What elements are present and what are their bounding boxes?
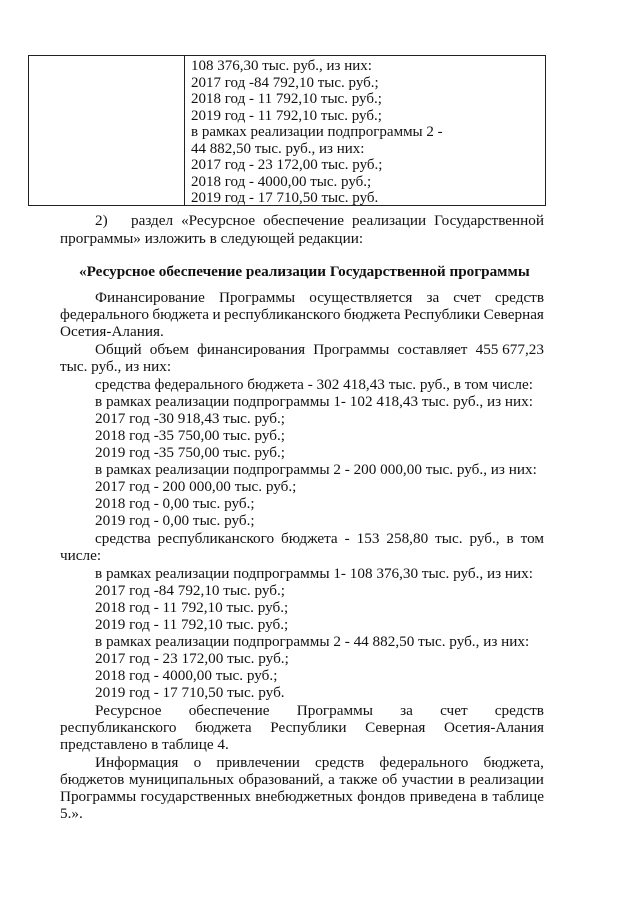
word: обеспечение [188, 702, 270, 719]
table-line: 2017 год - 23 172,00 тыс. руб.; [191, 157, 383, 173]
word: Северная [365, 719, 426, 736]
para4-line-4: 5.». [60, 805, 83, 822]
table-line: 44 882,50 тыс. руб., из них: [191, 140, 365, 157]
word: составляет [397, 341, 468, 358]
republic-line: в рамках реализации подпрограммы 2 - 44 882,50 тыс. руб., из них: [95, 633, 530, 650]
word: и [212, 306, 221, 323]
para3-line-1 [95, 702, 544, 719]
word: - [344, 530, 350, 547]
federal-line: 2019 год -35 750,00 тыс. руб.; [95, 444, 286, 461]
word: реализации [351, 212, 427, 229]
para4-line-3 [60, 788, 544, 805]
word: о [193, 754, 202, 771]
table-column-divider [184, 56, 185, 205]
table-line: 108 376,30 тыс. руб., из них: [191, 58, 372, 74]
word: бюджета [343, 306, 401, 323]
federal-line: 2017 год - 200 000,00 тыс. руб.; [95, 478, 297, 495]
word: Программы [60, 788, 137, 805]
word: в [457, 771, 466, 788]
republic-line: 2017 год -84 792,10 тыс. руб.; [95, 582, 286, 599]
word: раздел [131, 212, 174, 229]
federal-line: 2018 год - 0,00 тыс. руб.; [95, 495, 255, 512]
word: Республики [403, 306, 481, 323]
table-line: 2018 год - 4000,00 тыс. руб.; [191, 173, 372, 190]
word: об [381, 771, 398, 788]
federal-line: в рамках реализации подпрограммы 1- 102 418,43 тыс. руб., из них: [95, 393, 533, 410]
word: привлечении [216, 754, 300, 771]
federal-line: 2017 год -30 918,43 тыс. руб.; [95, 410, 286, 427]
word: Программы [296, 702, 373, 719]
word: а [328, 771, 335, 788]
word: таблице [492, 788, 544, 805]
word: Государственной [434, 212, 544, 229]
word: Финансирование [95, 289, 205, 306]
para1-line-1 [95, 289, 544, 306]
para2-line-1 [95, 341, 544, 358]
item2-line-2: программы» изложить в следующей редакции: [60, 230, 364, 247]
section-title: «Ресурсное обеспечение реализации Государственной программы [79, 263, 530, 280]
word: Информация [95, 754, 179, 771]
word: участии [401, 771, 454, 788]
republic-line: 2019 год - 11 792,10 тыс. руб.; [95, 616, 289, 633]
word: федерального [379, 754, 469, 771]
word: счет [453, 289, 481, 306]
word: Осетия-Алания [443, 719, 544, 736]
word: республиканского [157, 530, 275, 547]
word: обеспечение [263, 212, 344, 229]
republic-line: в рамках реализации подпрограммы 1- 108 376,30 тыс. руб., из них: [95, 565, 533, 582]
para1-line-3: Осетия-Алания. [60, 323, 164, 340]
word: в [506, 530, 514, 547]
table-line: 2018 год - 11 792,10 тыс. руб.; [191, 91, 382, 107]
republic-line-2: числе: [60, 547, 102, 564]
word: объем [149, 341, 189, 358]
word: 153 [356, 530, 380, 547]
word: приведена [409, 788, 477, 805]
word: государственных [140, 788, 251, 805]
word: том [520, 530, 544, 547]
word: муниципальных [128, 771, 234, 788]
republic-line: 2019 год - 17 710,50 тыс. руб. [95, 684, 285, 701]
word: за [426, 289, 440, 306]
word: республиканского [60, 719, 177, 736]
word: Программы [218, 289, 296, 306]
word: средства [95, 530, 151, 547]
word: образований, [238, 771, 324, 788]
word: Программы [313, 341, 390, 358]
word: федерального [60, 306, 149, 323]
para3-line-2 [60, 719, 544, 736]
word: Ресурсное [95, 702, 162, 719]
word: счет [440, 702, 468, 719]
word: 258,80 [386, 530, 429, 547]
republic-line-1 [95, 530, 544, 547]
word: тыс. [435, 530, 463, 547]
word: Общий [95, 341, 142, 358]
word: реализации [469, 771, 544, 788]
word: «Ресурсное [181, 212, 256, 229]
para4-line-1 [95, 754, 544, 771]
federal-line: 2018 год -35 750,00 тыс. руб.; [95, 427, 286, 444]
word: бюджета [195, 719, 252, 736]
federal-line: средства федерального бюджета - 302 418,43 тыс. руб., в том числе: [95, 376, 533, 393]
table-line: 2017 год -84 792,10 тыс. руб.; [191, 74, 379, 91]
table-line: 2019 год - 17 710,50 тыс. руб. [191, 190, 379, 206]
federal-line: в рамках реализации подпрограммы 2 - 200 000,00 тыс. руб., из них: [95, 461, 537, 478]
word: за [400, 702, 413, 719]
item-number: 2) [95, 212, 108, 229]
table-cell-funding [191, 58, 541, 207]
word: бюджета, [483, 754, 544, 771]
republic-line: 2018 год - 11 792,10 тыс. руб.; [95, 599, 289, 616]
word: также [339, 771, 378, 788]
word: Республики [270, 719, 347, 736]
word: Северная [483, 306, 544, 323]
word: руб., [469, 530, 500, 547]
word: средств [494, 702, 544, 719]
word: бюджета [281, 530, 338, 547]
word: республиканского [224, 306, 341, 323]
para3-line-3: представлено в таблице 4. [60, 736, 229, 753]
table-line: 2019 год - 11 792,10 тыс. руб.; [191, 107, 382, 124]
item2-line-1 [131, 212, 544, 229]
republic-line: 2017 год - 23 172,00 тыс. руб.; [95, 650, 289, 667]
word: фондов [357, 788, 406, 805]
funding-table [28, 55, 546, 206]
federal-line: 2019 год - 0,00 тыс. руб.; [95, 512, 255, 529]
para1-line-2 [60, 306, 544, 323]
para2-line-2: тыс. руб., из них: [60, 358, 172, 375]
word: средств [494, 289, 544, 306]
table-line: в рамках реализации подпрограммы 2 - [191, 124, 443, 140]
para4-line-2 [60, 771, 544, 788]
word: осуществляется [309, 289, 413, 306]
word: в [480, 788, 489, 805]
word: внебюджетных [255, 788, 353, 805]
word: финансирования [197, 341, 306, 358]
word: 455 677,23 [475, 341, 544, 358]
word: бюджета [152, 306, 210, 323]
word: бюджетов [60, 771, 125, 788]
republic-line: 2018 год - 4000,00 тыс. руб.; [95, 667, 278, 684]
word: средств [315, 754, 365, 771]
